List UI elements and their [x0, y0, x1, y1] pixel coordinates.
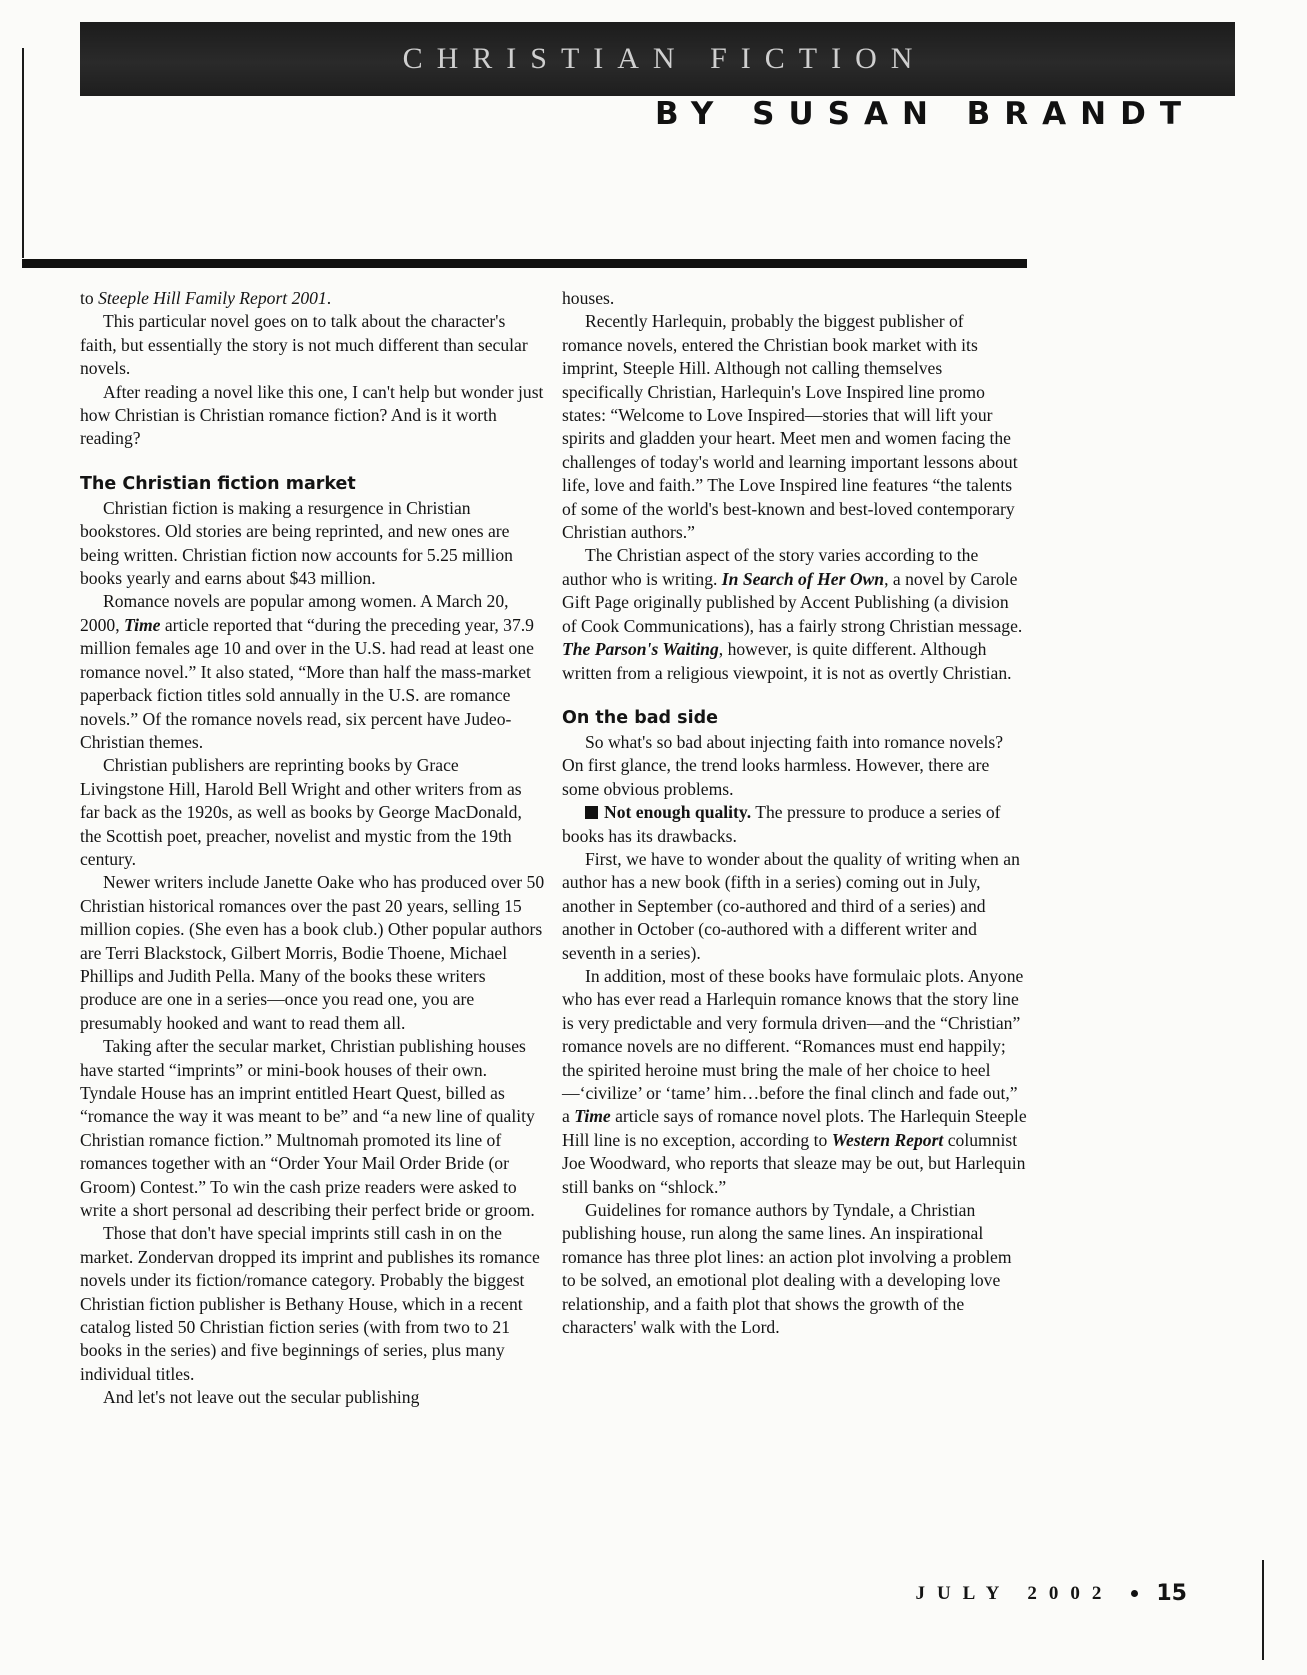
section-heading: On the bad side: [562, 707, 718, 728]
paragraph: This particular novel goes on to talk about the character's faith, but essentially the story is not much different than secular novels.: [80, 311, 528, 379]
paragraph: Christian publishers are reprinting books by Grace Livingstone Hill, Harold Bell Wright and other writers from as far back as the 1920s, as well as books by George MacDonald, the Scottish poet, preacher, novelist and mystic from the 19th century.: [80, 755, 522, 869]
paragraph: First, we have to wonder about the quality of writing when an author has a new book (fifth in a series) coming out in July, another in September (co-authored and third of a series) and another in October (co-authored with a different writer and seventh in a series).: [562, 848, 1020, 963]
paragraph: Taking after the secular market, Christian publishing houses have started “imprints” or mini-book houses of their own. Tyndale House has an imprint entitled Heart Quest, billed as “romance the way it was meant to be” and “a new line of quality Christian romance fiction.” Multnomah promoted its line of romances together with an “Order Your Mail Order Bride (or Groom) Contest.” To win the cash prize readers were asked to write a short personal ad describing their perfect bride or groom.: [80, 1036, 535, 1221]
left-vertical-rule: [22, 48, 24, 258]
publication-title: Steeple Hill Family Report 2001: [98, 288, 327, 308]
book-title: In Search of Her Own: [721, 568, 885, 589]
paragraph: Recently Harlequin, probably the biggest publisher of romance novels, entered the Christian book market with its imprint, Steeple Hill. Although not calling themselves specifically Christian, Harlequin's Love Inspired line promo states: “Welcome to Love Inspired—stories that will lift your spirits and gladden your heart. Meet men and women facing the challenges of today's world and learning important lessons about life, love and faith.” The Love Inspired line features “the talents of some of the world's best-known and best-loved contemporary Christian authors.”: [562, 311, 1018, 543]
section-heading: The Christian fiction market: [80, 473, 356, 494]
left-column: [80, 287, 545, 1410]
paragraph: In addition, most of these books have formulaic plots. Anyone who has ever read a Harlequin romance knows that the story line is very predictable and very formula driven—and the “Christian” romance novels are no different. “Romances must end happily; the spirited heroine must bring the male of her choice to heel—‘civilize’ or ‘tame’ him…before the final clinch and fade out,” a Time article says of romance novel plots. The Harlequin Steeple Hill line is no exception, according to Western Report columnist Joe Woodward, who reports that sleaze may be out, but Harlequin still banks on “shlock.”: [562, 965, 1027, 1197]
publication-title: Time: [574, 1106, 611, 1127]
author-byline: BY SUSAN BRANDT: [654, 96, 1195, 132]
publication-title: Time: [123, 614, 161, 635]
paragraph: The Christian aspect of the story varies according to the author who is writing. In Search of Her Own, a novel by Carole Gift Page originally published by Accent Publishing (a division of Cook Communications), has a fairly strong Christian message. The Parson's Waiting, however, is quite different. Although written from a religious viewpoint, it is not as overtly Christian.: [562, 545, 1023, 683]
paragraph: houses.: [562, 288, 615, 308]
book-title: The Parson's Waiting: [562, 639, 719, 660]
page-number: 15: [1156, 1581, 1187, 1606]
paragraph: Christian fiction is making a resurgence in Christian bookstores. Old stories are being reprinted, and new ones are being written. Christian fiction now accounts for 5.25 million books yearly and earns about $43 million.: [80, 497, 513, 589]
section-banner: [80, 22, 1235, 96]
header-divider: [22, 259, 1027, 268]
bullet-heading: Not enough quality.: [604, 802, 752, 823]
paragraph: Newer writers include Janette Oake who has produced over 50 Christian historical romances over the past 20 years, selling 15 million copies. (She even has a book club.) Other popular authors are Terri Blackstock, Gilbert Morris, Bodie Thoene, Michael Phillips and Judith Pella. Many of the books these writers produce are one in a series—once you read one, you are presumably hooked and want to read them all.: [80, 872, 545, 1033]
paragraph: Not enough quality. The pressure to produce a series of books has its drawbacks.: [562, 802, 1001, 846]
issue-date: JULY 2002: [915, 1582, 1114, 1604]
bullet-dot-icon: [1131, 1590, 1138, 1597]
publication-title: Western Report: [831, 1129, 944, 1150]
paragraph: After reading a novel like this one, I can't help but wonder just how Christian is Christian romance fiction? And is it worth reading?: [80, 381, 544, 449]
paragraph: So what's so bad about injecting faith into romance novels? On first glance, the trend looks harmless. However, there are some obvious problems.: [562, 731, 1003, 799]
paragraph: Romance novels are popular among women. A March 20, 2000, Time article reported that “during the preceding year, 37.9 million females age 10 and over in the U.S. had read at least one romance novel.” It also stated, “More than half the mass-market paperback fiction titles sold annually in the U.S. are romance novels.” Of the romance novels read, six percent have Judeo-Christian themes.: [80, 591, 534, 752]
paragraph: to Steeple Hill Family Report 2001.: [80, 288, 332, 308]
right-column: [562, 287, 1027, 1339]
square-bullet-icon: [585, 806, 598, 819]
right-vertical-rule: [1262, 1560, 1264, 1660]
section-title: CHRISTIAN FICTION: [402, 42, 927, 75]
page-footer: [915, 1581, 1187, 1606]
paragraph: Those that don't have special imprints still cash in on the market. Zondervan dropped its imprint and publishes its romance novels under its fiction/romance category. Probably the biggest Christian fiction publisher is Bethany House, which in a recent catalog listed 50 Christian fiction series (with from two to 21 books in the series) and five beginnings of series, plus many individual titles.: [80, 1223, 540, 1384]
paragraph: And let's not leave out the secular publishing: [103, 1387, 420, 1408]
paragraph: Guidelines for romance authors by Tyndale, a Christian publishing house, run along the same lines. An inspirational romance has three plot lines: an action plot involving a problem to be solved, an emotional plot dealing with a developing love relationship, and a faith plot that shows the growth of the characters' walk with the Lord.: [562, 1200, 1012, 1338]
